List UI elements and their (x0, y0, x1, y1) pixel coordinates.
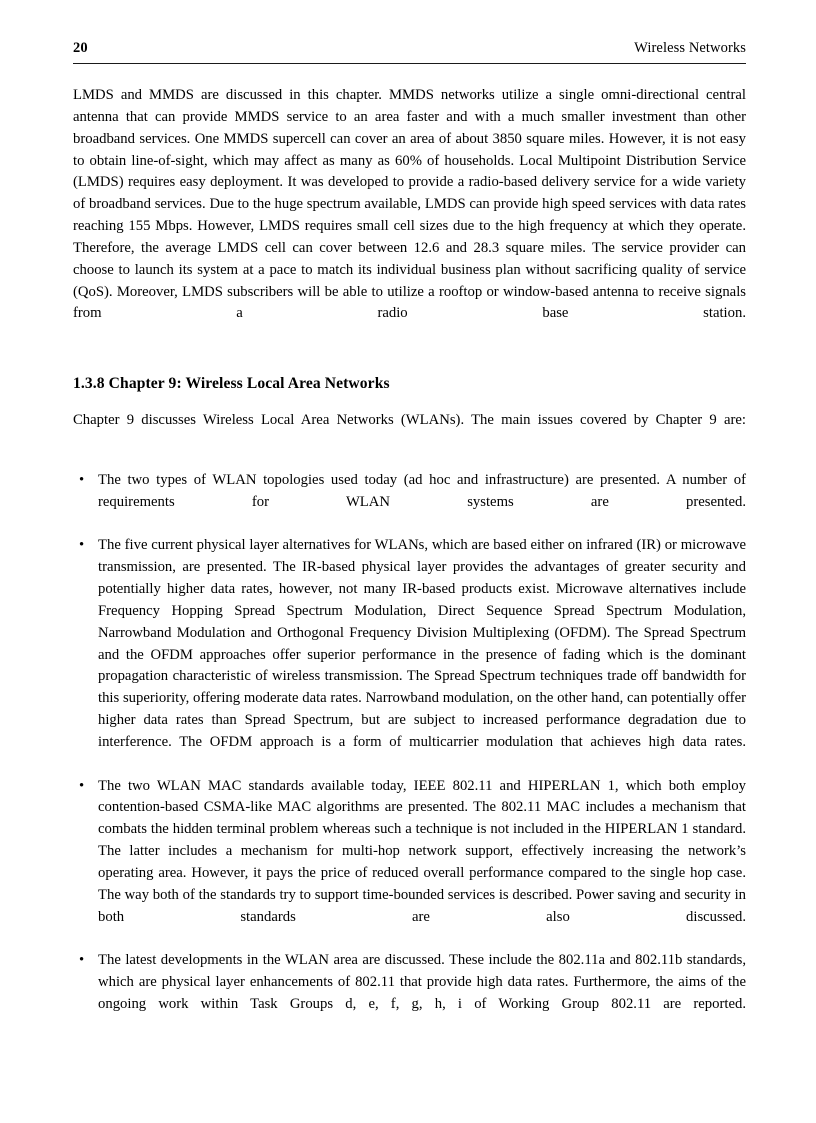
list-item (73, 535, 746, 775)
bullet-marker: • (79, 537, 85, 554)
body-paragraph-1: LMDS and MMDS are discussed in this chapter. MMDS networks utilize a single omni-directional central antenna that can provide MMDS service to an area faster and with a much smaller investment than other broadband services. One MMDS supercell can cover an area of about 3850 square miles. However, it is not easy to obtain line-of-sight, which may affect as many as 60% of households. Local Multipoint Distribution Service (LMDS) requires easy deployment. It was developed to provide a radio-based delivery service for a wide variety of broadband services. Due to the huge spectrum available, LMDS can provide high speed services with data rates reaching 155 Mbps. However, LMDS requires small cell sizes due to the high frequency at which they operate. Therefore, the average LMDS cell can cover between 12.6 and 28.3 square miles. The service provider can choose to launch its system at a pace to match its individual business plan without sacrificing quality of service (QoS). Moreover, LMDS subscribers will be able to utilize a rooftop or window-based antenna to receive signals from a radio base station. (73, 87, 746, 322)
section-heading: 1.3.8 Chapter 9: Wireless Local Area Networks (73, 375, 390, 393)
list-item (73, 950, 746, 1037)
page-content (73, 40, 746, 1038)
page-number: 20 (73, 40, 88, 56)
list-item-text: The five current physical layer alternatives for WLANs, which are based either on infrared (IR) or microwave transmission, are presented. The IR-based physical layer provides the advantages of greater security and potentially higher data rates, however, not many IR-based products exist. Microwave alternatives include Frequency Hopping Spread Spectrum Modulation, Direct Sequence Spread Spectrum Modulation, Narrowband Modulation and Orthogonal Frequency Division Multiplexing (OFDM). The Spread Spectrum and the OFDM approaches offer superior performance in the presence of fading which is the dominant propagation characteristic of wireless transmission. The Spread Spectrum techniques trade off bandwidth for this superiority, offering moderate data rates. Narrowband modulation, on the other hand, can potentially offer higher data rates than Spread Spectrum, but are subject to increased performance degradation due to interference. The OFDM approach is a form of multicarrier modulation that achieves high data rates. (98, 537, 746, 750)
running-head (73, 40, 746, 64)
bullet-marker: • (79, 952, 85, 969)
list-item (73, 470, 746, 536)
list-item-text: The two types of WLAN topologies used today (ad hoc and infrastructure) are presented. A number of requirements for WLAN systems are presented. (98, 471, 746, 510)
chapter-topics-list (73, 470, 746, 1038)
book-title: Wireless Networks (634, 40, 746, 56)
list-item-text: The latest developments in the WLAN area are discussed. These include the 802.11a and 802.11b standards, which are physical layer enhancements of 802.11 that provide high data rates. Furthermore, the aims of the ongoing work within Task Groups d, e, f, g, h, i of Working Group 802.11 are reported. (98, 952, 746, 1013)
bullet-marker: • (79, 471, 85, 488)
list-item (73, 776, 746, 951)
bullet-marker: • (79, 777, 85, 794)
section-intro-paragraph: Chapter 9 discusses Wireless Local Area Networks (WLANs). The main issues covered by Chapter 9 are: (73, 412, 746, 429)
list-item-text: The two WLAN MAC standards available today, IEEE 802.11 and HIPERLAN 1, which both employ contention-based CSMA-like MAC algorithms are presented. The 802.11 MAC includes a mechanism that combats the hidden terminal problem whereas such a technique is not included in the HIPERLAN 1 standard. The latter includes a mechanism for multi-hop network support, effectively increasing the network’s operating area. However, it pays the price of reduced overall performance compared to the single hop case. The way both of the standards try to support time-bounded services is described. Power saving and security in both standards are also discussed. (98, 777, 746, 925)
